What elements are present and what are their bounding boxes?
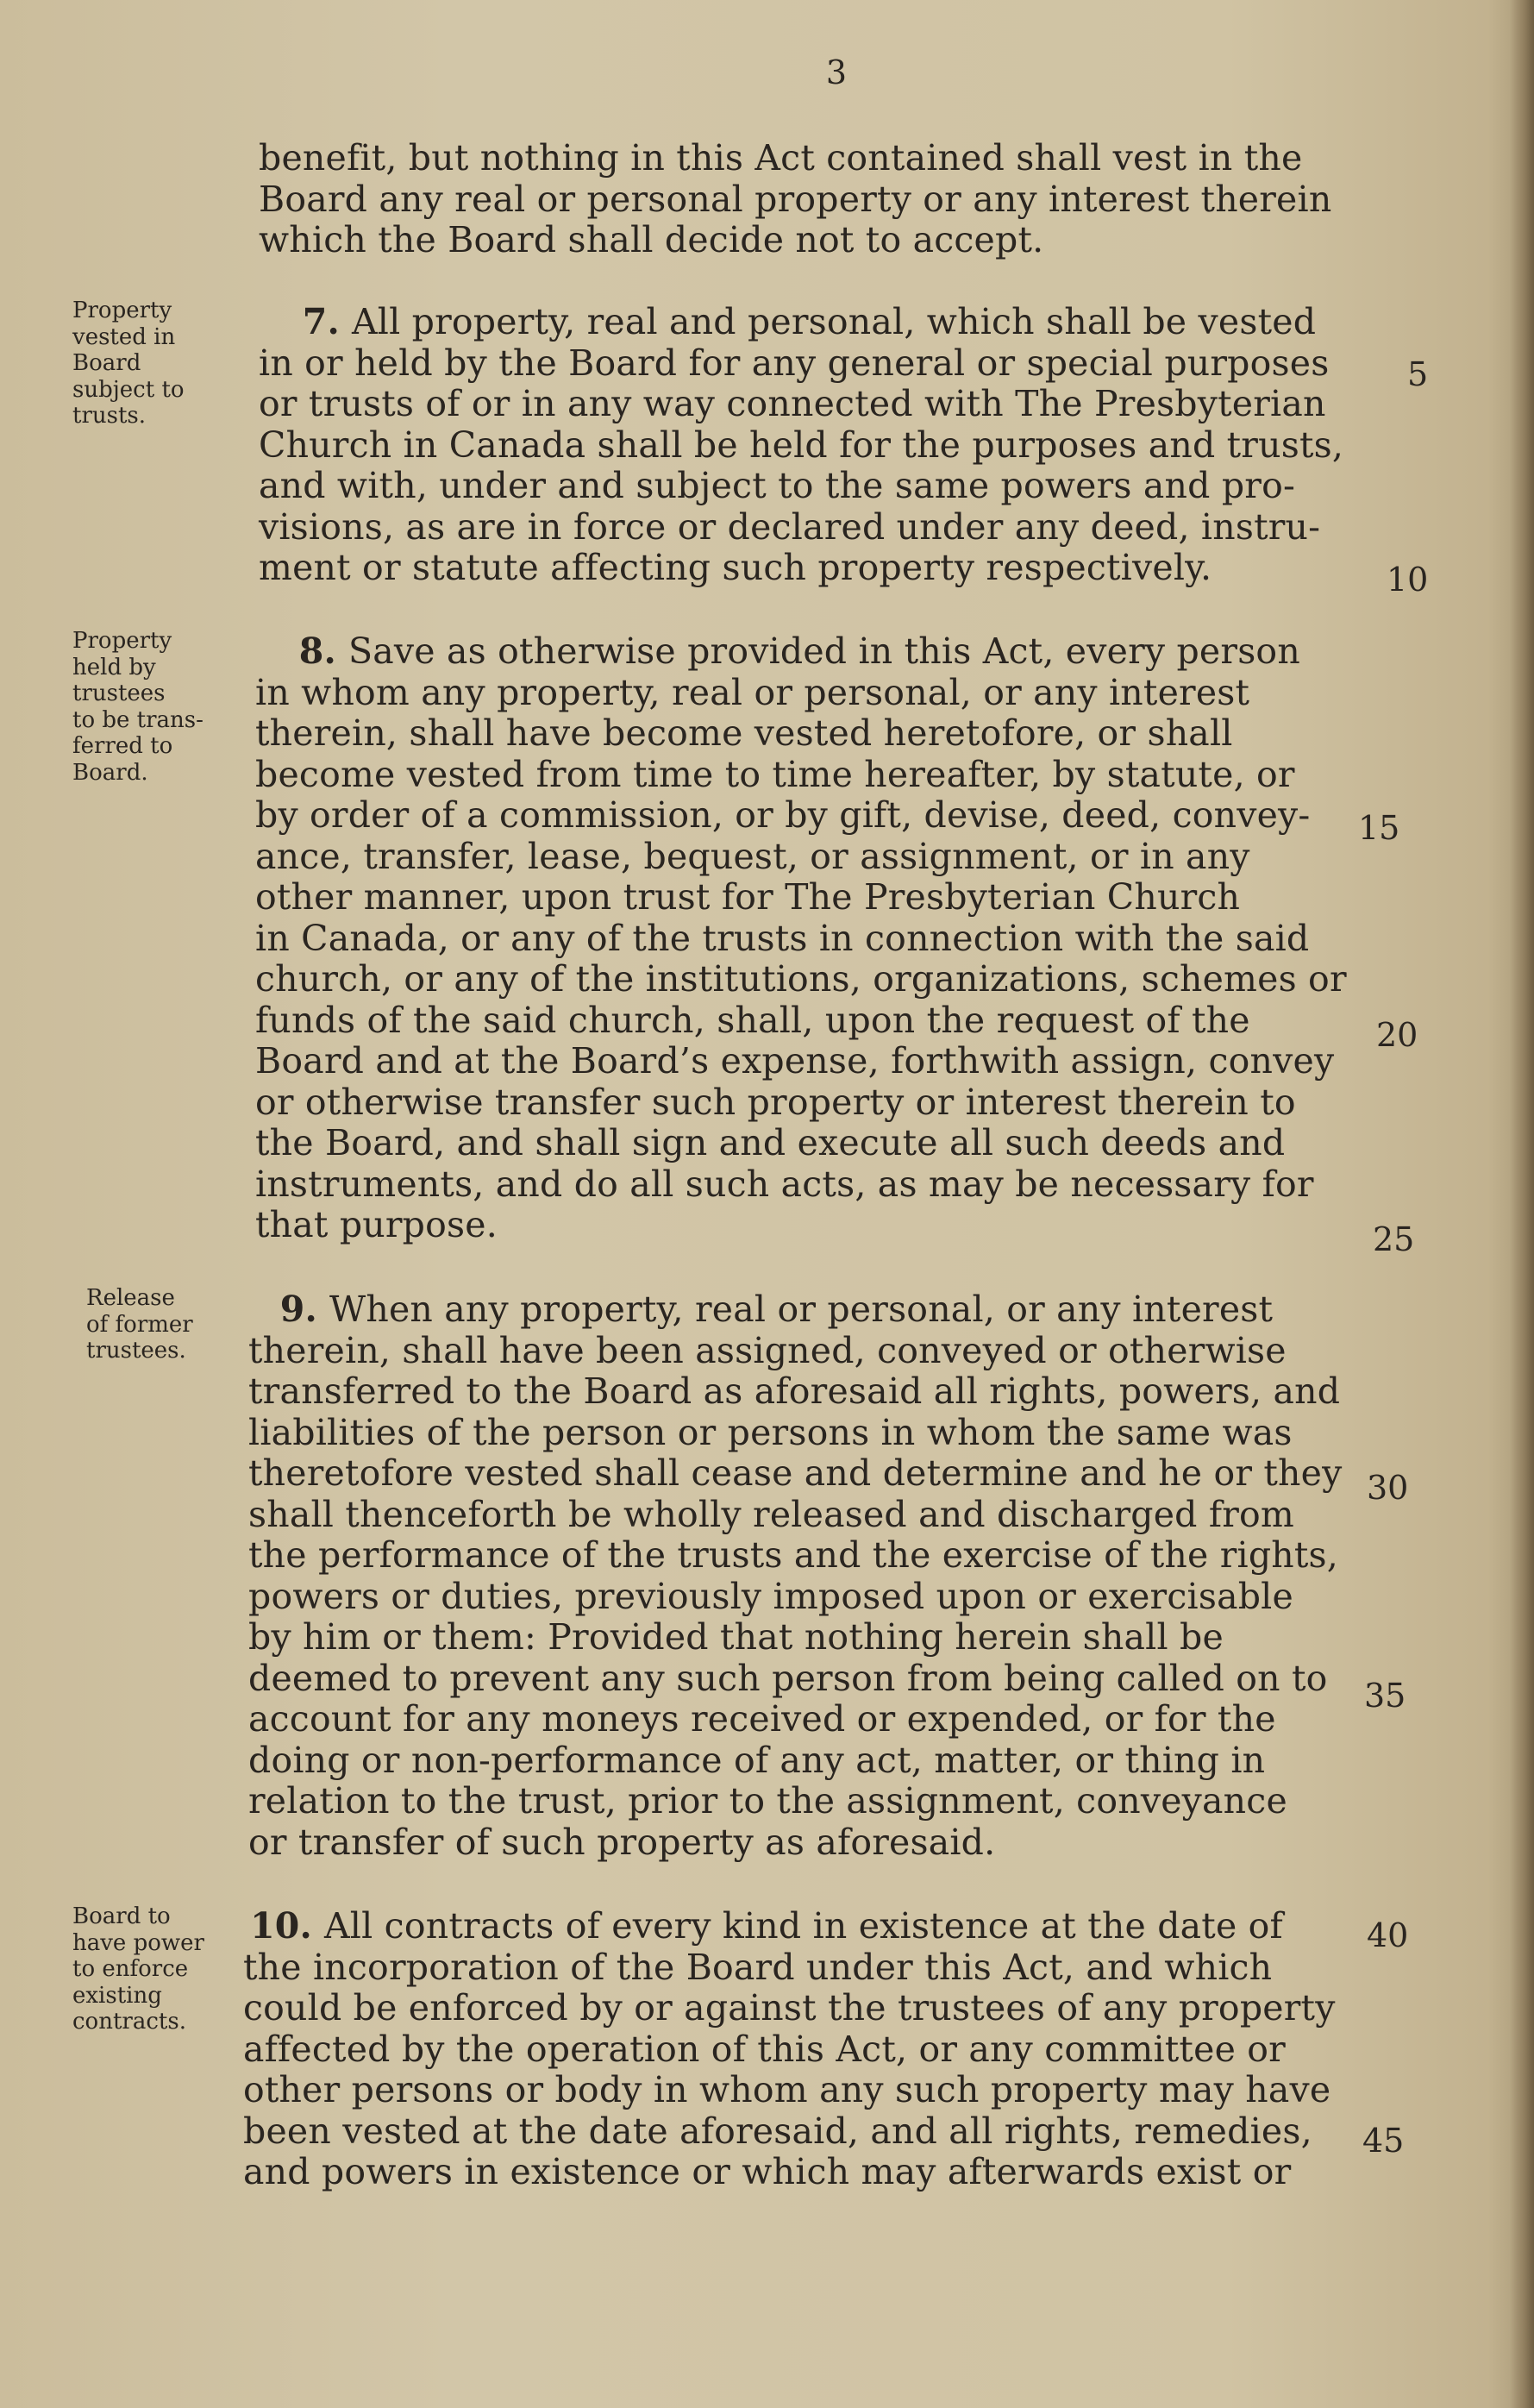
text-line: ment or statute affecting such property respectively. bbox=[259, 547, 1212, 588]
section-number: 8. bbox=[298, 630, 336, 672]
section-number: 9. bbox=[279, 1289, 317, 1330]
section-8: 8. Save as otherwise provided in this Act, every person in whom any property, real or personal, or any interest therein, shall have become vested heretofore, or shall become vested from time to time hereafter, by statute, or by order of a commission, or by gift, devise, deed, convey- ance, transfer, lease, bequest, or assignment, or in any other manner, upon trust for The Presbyterian Church in Canada, or any of the trusts in connection with the said church, or any of the institutions, organizations, schemes or funds of the said church, shall, upon the request of the Board and at the Board’s expense, forthwith assign, convey or otherwise transfer such property or interest therein to the Board, and shall sign and execute all such deeds and instruments, and do all such acts, as may be necessary for that purpose. bbox=[255, 631, 1376, 1246]
text-line: the incorporation of the Board under this Act, and which bbox=[243, 1946, 1273, 1988]
text-line: by order of a commission, or by gift, devise, deed, convey- bbox=[255, 794, 1311, 836]
text-line: become vested from time to time hereafter, by statute, or bbox=[255, 753, 1295, 795]
text-line: other manner, upon trust for The Presbyterian Church bbox=[255, 876, 1241, 918]
text-line: theretofore vested shall cease and determine and he or they bbox=[248, 1452, 1343, 1494]
text-line: church, or any of the institutions, organizations, schemes or bbox=[255, 958, 1347, 1000]
section-10: 10. All contracts of every kind in existence at the date of the incorporation of the Board under this Act, and which could be enforced by or against the trustees of any property affected by the operation of this Act, or any committee or other persons or body in whom any such property may have been vested at the date aforesaid, and all rights, remedies, and powers in existence or which may afterwards exist or bbox=[243, 1906, 1364, 2193]
text-line: could be enforced by or against the trustees of any property bbox=[243, 1987, 1336, 2029]
line-number: 15 bbox=[1358, 809, 1400, 847]
text-line: that purpose. bbox=[255, 1204, 498, 1245]
text-line: or trusts of or in any way connected with The Presbyterian bbox=[259, 383, 1326, 424]
text-line: Board and at the Board’s expense, forthwith assign, convey bbox=[255, 1040, 1335, 1082]
line-number: 30 bbox=[1367, 1469, 1409, 1507]
section-7: 7. All property, real and personal, which shall be vested in or held by the Board for any general or special purposes or trusts of or in any way connected with The Presbyterian Church in Canada shall be held for the purposes and trusts, and with, under and subject to the same powers and pro- visions, as are in force or declared under any deed, instru- ment or statute affecting such property respectively. bbox=[259, 302, 1380, 589]
text-line: or transfer of such property as aforesaid. bbox=[248, 1821, 996, 1863]
text-line: therein, shall have become vested heretofore, or shall bbox=[255, 712, 1233, 754]
text-line: and powers in existence or which may afterwards exist or bbox=[243, 2151, 1292, 2192]
page-number: 3 bbox=[825, 53, 848, 91]
line-number: 5 bbox=[1407, 355, 1429, 393]
line-number: 40 bbox=[1367, 1916, 1409, 1954]
text-line: affected by the operation of this Act, or any committee or bbox=[243, 2028, 1286, 2070]
text-line: therein, shall have been assigned, conveyed or otherwise bbox=[248, 1329, 1287, 1371]
text-line: transferred to the Board as aforesaid all rights, powers, and bbox=[248, 1370, 1341, 1412]
text-line: liabilities of the person or persons in whom the same was bbox=[248, 1411, 1293, 1453]
text-line: been vested at the date aforesaid, and all rights, remedies, bbox=[243, 2110, 1312, 2152]
text-line: other persons or body in whom any such property may have bbox=[243, 2069, 1331, 2110]
text-line: relation to the trust, prior to the assignment, conveyance bbox=[248, 1780, 1287, 1822]
text-line: account for any moneys received or expended, or for the bbox=[248, 1698, 1276, 1740]
marginal-note-section-9: Release of former trustees. bbox=[86, 1285, 193, 1364]
text-line: shall thenceforth be wholly released and discharged from bbox=[248, 1493, 1294, 1535]
text-line: or otherwise transfer such property or interest therein to bbox=[255, 1081, 1296, 1123]
marginal-note-section-8: Property held by trustees to be trans- ferred to Board. bbox=[72, 628, 203, 786]
text-line: instruments, and do all such acts, as may be necessary for bbox=[255, 1163, 1314, 1205]
text-line: the Board, and shall sign and execute all such deeds and bbox=[255, 1122, 1286, 1163]
text-line: funds of the said church, shall, upon the request of the bbox=[255, 999, 1250, 1041]
text-line: in Canada, or any of the trusts in connection with the said bbox=[255, 917, 1310, 959]
section-number: 10. bbox=[250, 1905, 312, 1947]
text-line: benefit, but nothing in this Act contained shall vest in the bbox=[259, 137, 1303, 179]
section-9: 9. When any property, real or personal, or any interest therein, shall have been assigned, conveyed or otherwise transferred to the Board as aforesaid all rights, powers, and liabilities of the person or persons in whom the same was theretofore vested shall cease and determine and he or they shall thenceforth be wholly released and discharged from the performance of the trusts and the exercise of the rights, powers or duties, previously imposed upon or exercisable by him or them: Provided that nothing herein shall be deemed to prevent any such person from being called on to account for any moneys received or expended, or for the doing or non-performance of any act, matter, or thing in relation to the trust, prior to the assignment, conveyance or transfer of such property as aforesaid. bbox=[248, 1289, 1369, 1863]
line-number: 25 bbox=[1373, 1220, 1415, 1258]
text-line: Church in Canada shall be held for the purposes and trusts, bbox=[259, 423, 1344, 466]
marginal-note-section-10: Board to have power to enforce existing contracts. bbox=[72, 1903, 204, 2035]
page-edge-shadow bbox=[1510, 0, 1534, 2408]
marginal-note-section-7: Property vested in Board subject to trusts. bbox=[72, 298, 185, 429]
text-line: Board any real or personal property or any interest therein bbox=[259, 178, 1332, 220]
text-line: deemed to prevent any such person from being called on to bbox=[248, 1657, 1328, 1699]
text-line: and with, under and subject to the same powers and pro- bbox=[259, 465, 1296, 506]
line-number: 10 bbox=[1387, 561, 1429, 599]
continuation-paragraph bbox=[259, 138, 1380, 261]
text-line: doing or non-performance of any act, matter, or thing in bbox=[248, 1739, 1266, 1781]
line-number: 35 bbox=[1364, 1677, 1406, 1715]
section-number: 7. bbox=[302, 301, 340, 342]
text-line: which the Board shall decide not to accept. bbox=[259, 219, 1044, 260]
text-line: in or held by the Board for any general or special purposes bbox=[259, 342, 1330, 384]
text-line: in whom any property, real or personal, or any interest bbox=[255, 671, 1250, 713]
text-line: by him or them: Provided that nothing herein shall be bbox=[248, 1616, 1224, 1658]
text-line: powers or duties, previously imposed upon or exercisable bbox=[248, 1575, 1293, 1617]
line-number: 45 bbox=[1362, 2122, 1405, 2160]
text-line: ance, transfer, lease, bequest, or assignment, or in any bbox=[255, 835, 1250, 877]
text-line: the performance of the trusts and the exercise of the rights, bbox=[248, 1534, 1339, 1576]
line-number: 20 bbox=[1376, 1016, 1418, 1054]
text-line: visions, as are in force or declared under any deed, instru- bbox=[259, 505, 1321, 548]
